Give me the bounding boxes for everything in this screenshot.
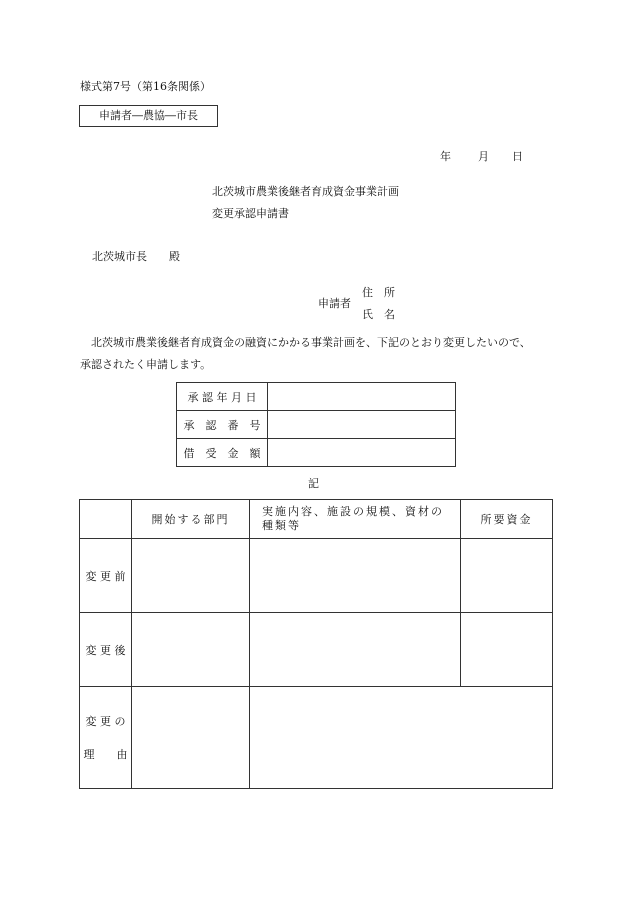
header-funds: 所要資金 (461, 500, 553, 539)
row-before (80, 539, 553, 613)
row-after-funds (461, 613, 553, 687)
loan-amount-label: 借 受 金 額 (177, 439, 268, 467)
row-reason-label (80, 687, 132, 789)
form-number: 様式第7号（第16条関係） (80, 80, 211, 93)
address-label: 住 所 (362, 286, 395, 299)
row-reason-blank (132, 687, 250, 789)
row-before-division (132, 539, 250, 613)
approval-number-label: 承 認 番 号 (177, 411, 268, 439)
date-year: 年 (440, 150, 451, 163)
approval-date-value (268, 383, 456, 411)
header-content: 実施内容、施設の規模、資材の種類等 (250, 500, 461, 539)
approval-row (177, 411, 456, 439)
loan-amount-value (268, 439, 456, 467)
title-line1: 北茨城市農業後継者育成資金事業計画 (212, 185, 399, 198)
row-after-division (132, 613, 250, 687)
approval-number-value (268, 411, 456, 439)
approval-table (176, 382, 456, 467)
row-before-funds (461, 539, 553, 613)
row-after (80, 613, 553, 687)
reason-label-line2: 理 由 (83, 747, 128, 761)
reason-label-line1: 変 更 の (85, 714, 126, 728)
title-line2: 変更承認申請書 (212, 207, 289, 220)
row-before-label: 変 更 前 (80, 539, 132, 613)
name-label: 氏 名 (362, 308, 395, 321)
row-after-label: 変 更 後 (80, 613, 132, 687)
date-month: 月 (478, 150, 489, 163)
row-before-content (250, 539, 461, 613)
approval-date-label: 承 認 年 月 日 (177, 383, 268, 411)
approval-row (177, 383, 456, 411)
plan-table (79, 499, 553, 789)
row-reason-content (250, 687, 553, 789)
plan-header-row (80, 500, 553, 539)
header-blank (80, 500, 132, 539)
row-after-content (250, 613, 461, 687)
row-reason (80, 687, 553, 789)
body-text-line2: 承認されたく申請します。 (80, 358, 212, 371)
route-box: 申請者―農協―市長 (79, 105, 218, 127)
header-division: 開始する部門 (132, 500, 250, 539)
addressee: 北茨城市長 殿 (92, 250, 180, 263)
approval-row (177, 439, 456, 467)
body-text-line1: 北茨城市農業後継者育成資金の融資にかかる事業計画を、下記のとおり変更したいので、 (91, 336, 531, 349)
date-day: 日 (512, 150, 523, 163)
ki-label: 記 (308, 477, 319, 490)
applicant-label: 申請者 (318, 297, 351, 310)
